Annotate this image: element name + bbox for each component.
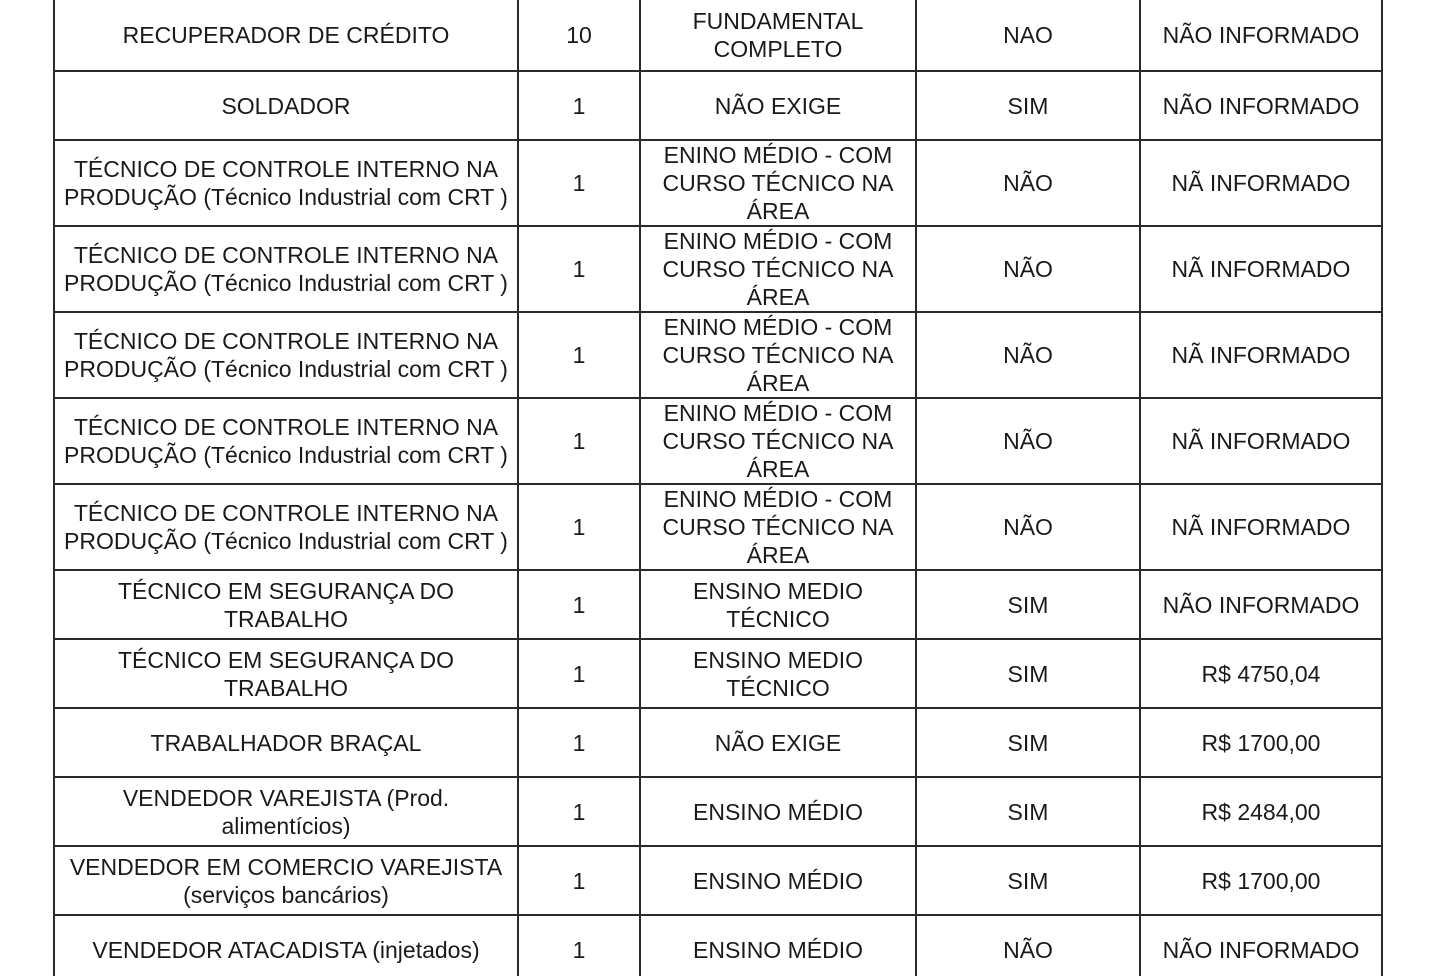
cell-role: SOLDADOR [54,71,518,140]
cell-qty: 1 [518,915,640,976]
cell-education: FUNDAMENTAL COMPLETO [640,0,916,71]
cell-experience: NÃO [916,140,1140,226]
cell-salary: NÃO INFORMADO [1140,915,1382,976]
cell-qty: 1 [518,226,640,312]
cell-salary: NÃ INFORMADO [1140,140,1382,226]
cell-role: TÉCNICO DE CONTROLE INTERNO NA PRODUÇÃO (Técnico Industrial com CRT ) [54,484,518,570]
cell-experience: SIM [916,570,1140,639]
cell-role: RECUPERADOR DE CRÉDITO [54,0,518,71]
cell-education: ENINO MÉDIO - COM CURSO TÉCNICO NA ÁREA [640,398,916,484]
cell-qty: 1 [518,140,640,226]
cell-qty: 1 [518,846,640,915]
cell-qty: 1 [518,777,640,846]
table-row [54,0,1382,71]
cell-salary: NÃO INFORMADO [1140,570,1382,639]
cell-salary: R$ 4750,04 [1140,639,1382,708]
cell-salary: R$ 1700,00 [1140,846,1382,915]
cell-experience: SIM [916,71,1140,140]
cell-experience: NÃO [916,226,1140,312]
cell-experience: SIM [916,639,1140,708]
cell-qty: 10 [518,0,640,71]
cell-education: ENINO MÉDIO - COM CURSO TÉCNICO NA ÁREA [640,140,916,226]
cell-salary: NÃ INFORMADO [1140,226,1382,312]
cell-education: ENINO MÉDIO - COM CURSO TÉCNICO NA ÁREA [640,484,916,570]
cell-experience: SIM [916,777,1140,846]
table-row [54,140,1382,226]
cell-role: TÉCNICO DE CONTROLE INTERNO NA PRODUÇÃO (Técnico Industrial com CRT ) [54,140,518,226]
cell-education: ENSINO MÉDIO [640,846,916,915]
cell-role: TRABALHADOR BRAÇAL [54,708,518,777]
cell-role: TÉCNICO DE CONTROLE INTERNO NA PRODUÇÃO (Técnico Industrial com CRT ) [54,398,518,484]
table-row [54,570,1382,639]
cell-education: ENINO MÉDIO - COM CURSO TÉCNICO NA ÁREA [640,226,916,312]
table-row [54,639,1382,708]
cell-education: ENSINO MEDIO TÉCNICO [640,639,916,708]
cell-salary: R$ 1700,00 [1140,708,1382,777]
cell-salary: R$ 2484,00 [1140,777,1382,846]
table-row [54,226,1382,312]
cell-role: VENDEDOR VAREJISTA (Prod. alimentícios) [54,777,518,846]
table-row [54,398,1382,484]
table-row [54,708,1382,777]
job-openings-table [53,0,1383,976]
cell-qty: 1 [518,398,640,484]
cell-qty: 1 [518,570,640,639]
cell-experience: NÃO [916,312,1140,398]
cell-education: NÃO EXIGE [640,708,916,777]
table-row [54,777,1382,846]
cell-experience: SIM [916,846,1140,915]
cell-qty: 1 [518,639,640,708]
table-row [54,846,1382,915]
cell-experience: NÃO [916,484,1140,570]
table-row [54,915,1382,976]
cell-salary: NÃO INFORMADO [1140,0,1382,71]
cell-salary: NÃ INFORMADO [1140,398,1382,484]
cell-qty: 1 [518,71,640,140]
cell-experience: NÃO [916,398,1140,484]
cell-qty: 1 [518,708,640,777]
cell-education: ENSINO MÉDIO [640,777,916,846]
cell-salary: NÃ INFORMADO [1140,484,1382,570]
cell-experience: SIM [916,708,1140,777]
cell-experience: NAO [916,0,1140,71]
cell-role: VENDEDOR EM COMERCIO VAREJISTA (serviços bancários) [54,846,518,915]
cell-role: VENDEDOR ATACADISTA (injetados) [54,915,518,976]
cell-salary: NÃ INFORMADO [1140,312,1382,398]
cell-experience: NÃO [916,915,1140,976]
cell-salary: NÃO INFORMADO [1140,71,1382,140]
cell-qty: 1 [518,312,640,398]
cell-education: ENSINO MEDIO TÉCNICO [640,570,916,639]
table-row [54,71,1382,140]
cell-education: ENSINO MÉDIO [640,915,916,976]
cell-role: TÉCNICO EM SEGURANÇA DO TRABALHO [54,639,518,708]
cell-education: ENINO MÉDIO - COM CURSO TÉCNICO NA ÁREA [640,312,916,398]
cell-role: TÉCNICO DE CONTROLE INTERNO NA PRODUÇÃO (Técnico Industrial com CRT ) [54,312,518,398]
cell-role: TÉCNICO EM SEGURANÇA DO TRABALHO [54,570,518,639]
cell-qty: 1 [518,484,640,570]
table-row [54,312,1382,398]
cell-role: TÉCNICO DE CONTROLE INTERNO NA PRODUÇÃO (Técnico Industrial com CRT ) [54,226,518,312]
cell-education: NÃO EXIGE [640,71,916,140]
table-row [54,484,1382,570]
